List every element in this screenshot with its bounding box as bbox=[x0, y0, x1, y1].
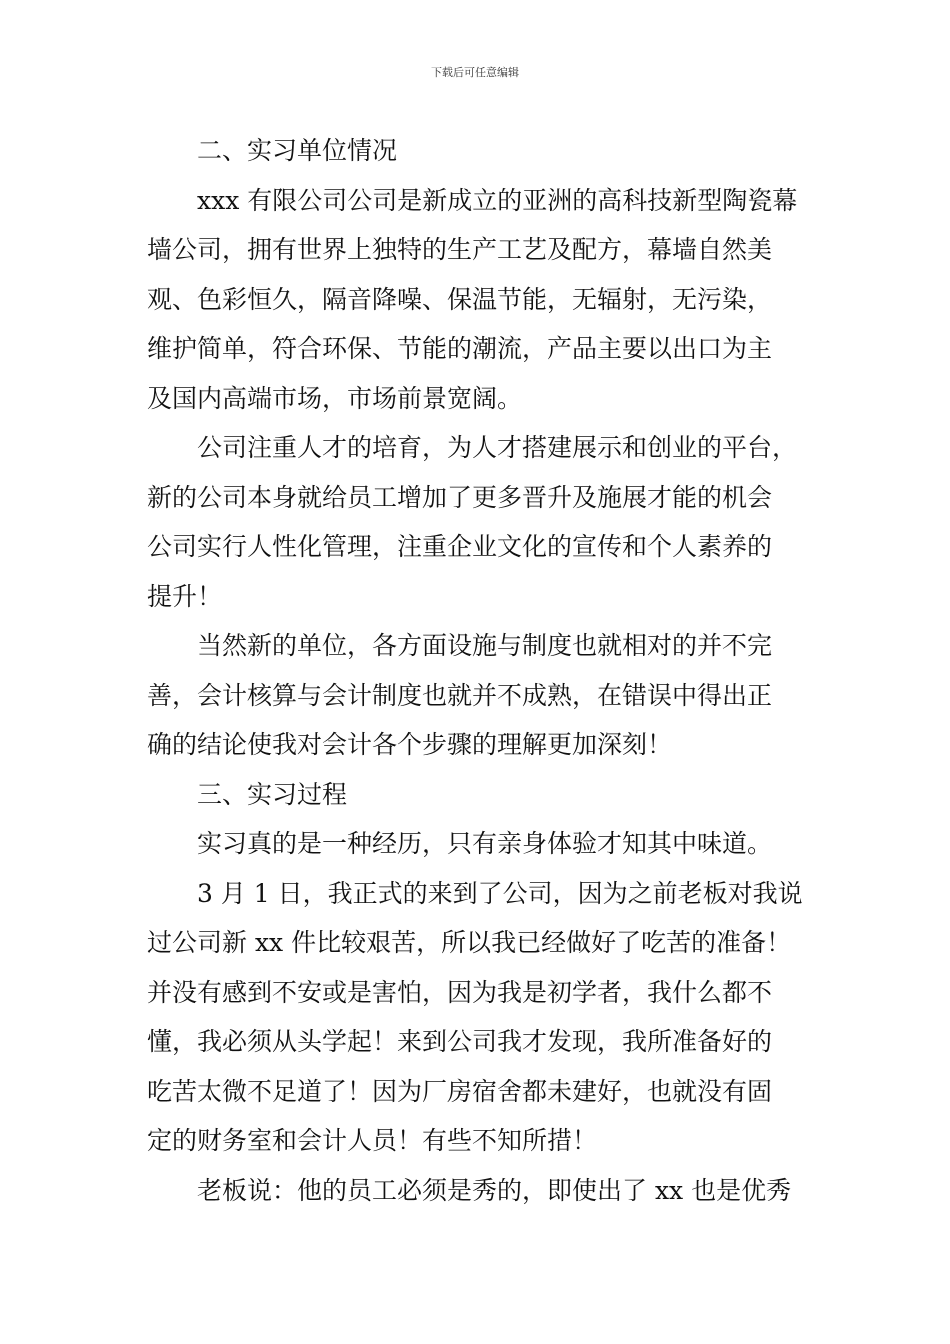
paragraph-line: 确的结论使我对会计各个步骤的理解更加深刻！ bbox=[147, 730, 673, 759]
paragraph-line: 公司实行人性化管理，注重企业文化的宣传和个人素养的 bbox=[147, 532, 773, 561]
paragraph-line: 公司注重人才的培育，为人才搭建展示和创业的平台， bbox=[197, 433, 798, 462]
paragraph-line: 提升！ bbox=[147, 581, 223, 611]
paragraph-line: 定的财务室和会计人员！有些不知所措！ bbox=[147, 1126, 598, 1155]
paragraph-line: 新的公司本身就给员工增加了更多晋升及施展才能的机会 bbox=[147, 482, 773, 512]
paragraph-line: 墙公司，拥有世界上独特的生产工艺及配方，幕墙自然美 bbox=[147, 235, 773, 264]
paragraph-line: 当然新的单位，各方面设施与制度也就相对的并不完 bbox=[197, 631, 773, 660]
paragraph-line: 善，会计核算与会计制度也就并不成熟，在错误中得出正 bbox=[147, 680, 773, 710]
paragraph-line: 观、色彩恒久，隔音降噪、保温节能，无辐射，无污染， bbox=[147, 284, 773, 314]
document-body bbox=[147, 126, 827, 1215]
paragraph-line: 维护简单，符合环保、节能的潮流，产品主要以出口为主 bbox=[147, 334, 773, 363]
section-heading-internship-unit: 二、实习单位情况 bbox=[197, 136, 398, 165]
page-header-note: 下载后可任意编辑 bbox=[431, 66, 519, 79]
paragraph-line: 过公司新 xx 件比较艰苦，所以我已经做好了吃苦的准备！ bbox=[147, 928, 792, 957]
paragraph-line: 实习真的是一种经历，只有亲身体验才知其中味道。 bbox=[197, 829, 773, 858]
paragraph-line: xxx 有限公司公司是新成立的亚洲的高科技新型陶瓷幕 bbox=[197, 185, 798, 215]
paragraph-line: 及国内高端市场，市场前景宽阔。 bbox=[147, 383, 523, 413]
paragraph-line: 懂，我必须从头学起！来到公司我才发现，我所准备好的 bbox=[147, 1027, 773, 1056]
section-heading-internship-process: 三、实习过程 bbox=[197, 779, 348, 809]
paragraph-line: 老板说：他的员工必须是秀的，即使出了 xx 也是优秀 bbox=[197, 1175, 792, 1205]
paragraph-line: 3 月 1 日，我正式的来到了公司，因为之前老板对我说 bbox=[197, 878, 803, 908]
paragraph-line: 并没有感到不安或是害怕，因为我是初学者，我什么都不 bbox=[147, 977, 773, 1007]
paragraph-line: 吃苦太微不足道了！因为厂房宿舍都未建好，也就没有固 bbox=[147, 1076, 773, 1106]
